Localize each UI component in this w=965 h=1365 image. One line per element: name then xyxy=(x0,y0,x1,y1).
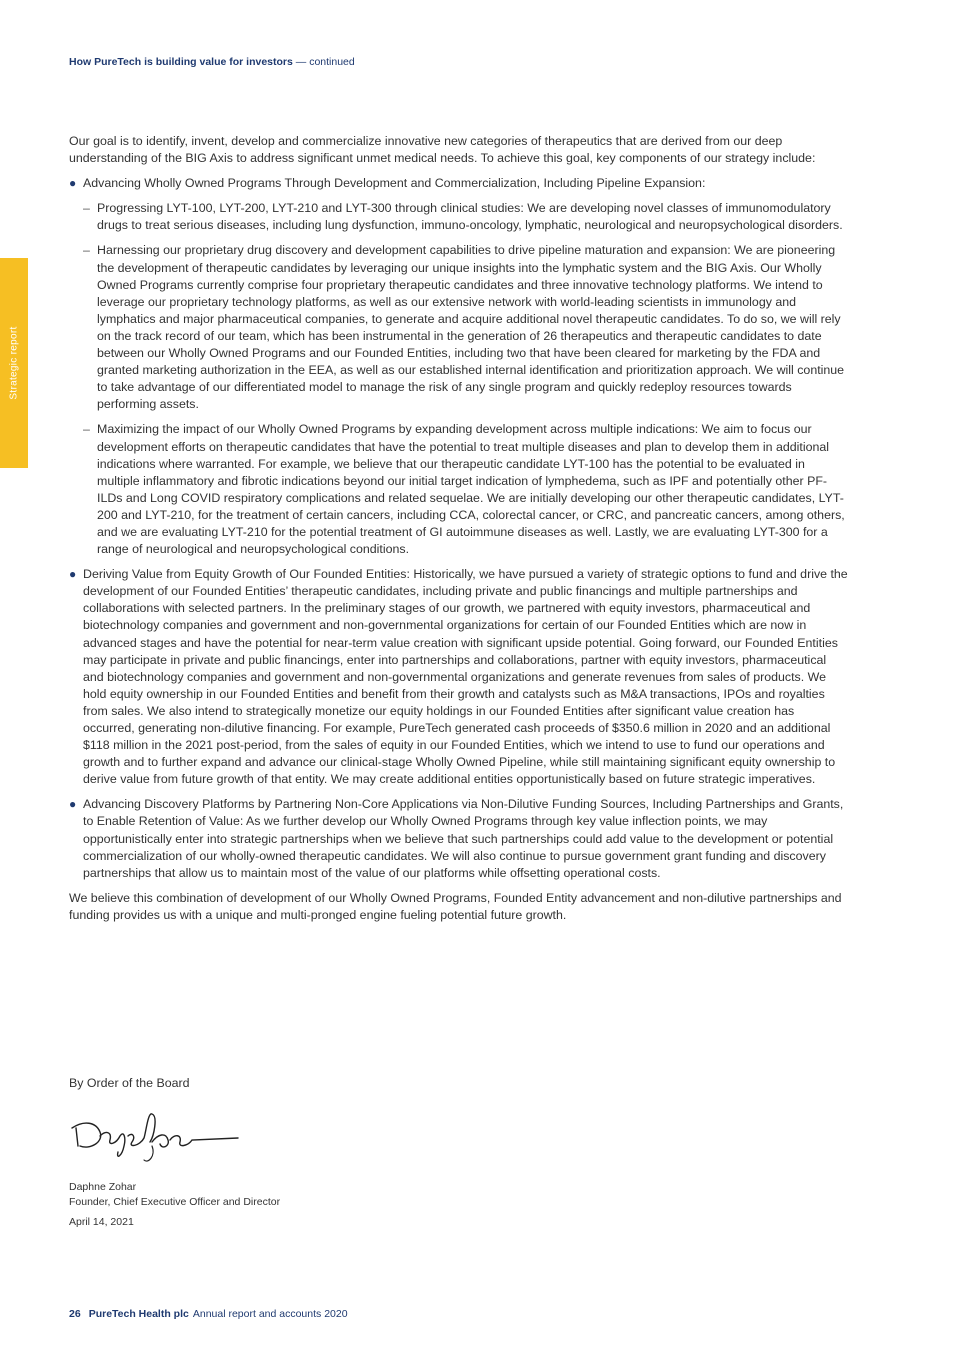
section-side-tab[interactable] xyxy=(0,258,28,468)
strategy-sub-item-text: Progressing LYT-100, LYT-200, LYT-210 and LYT-300 through clinical studies: We are developing novel classes of immunomodulatory drugs to treat serious diseases, including lung dysfunction, immuno-oncology, lymphatic, neurological and neuropsychological disorders. xyxy=(97,201,843,233)
strategy-sub-item-text: Maximizing the impact of our Wholly Owned Programs by expanding development across multiple indications: We aim to focus our development efforts on therapeutic candidates that have the potential to treat multiple diseases and plan to develop them in additional indications where warranted. For example, we believe that our therapeutic candidate LYT-100 has the potential to be evaluated in multiple inflammatory and fibrotic indications beyond our initial target indication of lymphedema, such as IPF and potentially other PF-ILDs and Long COVID respiratory complications and related sequelae. We are initially developing our other therapeutic candidates, LYT-200 and LYT-210, for the treatment of certain cancers, including CCA, colorectal cancer, or CRC, and pancreatic cancers, among others, and we are evaluating LYT-210 for the potential treatment of GI autoimmune diseases as well. Lastly, we are evaluating LYT-300 for a range of neurological and neuropsychological conditions. xyxy=(97,422,845,557)
strategy-item-text: Advancing Wholly Owned Programs Through Development and Commercialization, Including Pipeline Expansion: xyxy=(83,176,706,191)
strategy-sub-list xyxy=(83,200,849,558)
dash-icon: – xyxy=(83,422,90,437)
body-content xyxy=(69,133,849,932)
strategy-sub-item xyxy=(83,242,849,413)
strategy-item xyxy=(69,175,849,558)
section-side-tab-label: Strategic report xyxy=(8,326,20,400)
bullet-dot-icon: ● xyxy=(69,797,77,812)
dash-icon: – xyxy=(83,243,90,258)
signer-name: Daphne Zohar xyxy=(69,1181,137,1193)
footer-company: PureTech Health plc xyxy=(88,1308,189,1320)
page-number: 26 xyxy=(69,1308,81,1320)
running-header xyxy=(69,56,355,68)
strategy-item xyxy=(69,566,849,788)
header-title: How PureTech is building value for investors xyxy=(69,56,293,68)
footer-report: Annual report and accounts 2020 xyxy=(192,1308,348,1320)
dash-icon: – xyxy=(83,201,90,216)
signer-title: Founder, Chief Executive Officer and Director xyxy=(69,1196,281,1208)
strategy-item-text: Deriving Value from Equity Growth of Our Founded Entities: Historically, we have pursued a variety of strategic options to fund and drive the development of our Founded Entities’ therapeutic candidates, including private and public financings and multiple partnerships and collaborations with selected partners. In the preliminary stages of our growth, we partnered with equity investors, pharmaceutical and biotechnology companies and government and non-governmental organizations for certain of our Founded Entities which are now in advanced stages and have the potential for near-term value creation with significant upside potential. Going forward, our Founded Entities may participate in private and public financings, enter into partnerships and collaborations, partner with equity investors, pharmaceutical and biotechnology companies and government and non-governmental organizations and generate revenues from sales of products. We hold equity ownership in our Founded Entities and benefit from their growth and catalysts such as M&A transactions, IPOs and royalties from sales. We also intend to strategically monetize our equity holdings in our Founded Entities after significant value creation has occurred, generating non-dilutive financing. For example, PureTech generated cash proceeds of $350.6 million in 2020 and an additional $118 million in the 2021 post-period, from the sales of equity in our Founded Entities, which we intend to use to fund our operations and growth and to further expand and advance our clinical-stage Wholly Owned Pipeline, while still maintaining significant equity ownership to derive value from future growth of that entity. We may create additional entities opportunistically based on future strategic imperatives. xyxy=(83,567,848,787)
signature-date: April 14, 2021 xyxy=(69,1216,134,1228)
page-footer xyxy=(69,1308,348,1320)
strategy-item-text: Advancing Discovery Platforms by Partnering Non-Core Applications via Non-Dilutive Funding Sources, Including Partnerships and Grants, to Enable Retention of Value: As we further develop our Wholly Owned Programs through key value inflection points, we may opportunistically enter into strategic partnerships when we believe that such partnerships could add value to the development or potential commercialization of our wholly-owned therapeutic candidates. We will also continue to pursue government grant funding and discovery partnerships that allow us to maintain most of the value of our platforms while offsetting operational costs. xyxy=(83,797,844,880)
strategy-sub-item-text: Harnessing our proprietary drug discovery and development capabilities to drive pipeline maturation and expansion: We are pioneering the development of therapeutic candidates by leveraging our unique insights into the lymphatic system and the BIG Axis. Our Wholly Owned Programs currently comprise four proprietary therapeutic candidates and three innovative technology platforms. We intend to leverage our proprietary technology platforms, as well as our extensive network with world-leading scientists in immunology and lymphatics and major pharmaceutical companies, to generate and acquire additional novel therapeutic candidates. To do so, we will rely on the track record of our team, which has been instrumental in the generation of 26 therapeutics and therapeutic candidates to date between our Wholly Owned Programs and our Founded Entities, including two that have been cleared for marketing by the FDA and granted marketing authorization in the EEA, as well as our established internal identification and prioritization approach. We will continue to take advantage of our differentiated model to manage the risk of any single program and quickly redeploy resources towards performing assets. xyxy=(97,243,845,412)
signer-block xyxy=(69,1180,280,1210)
header-suffix: — continued xyxy=(292,56,355,68)
strategy-sub-item xyxy=(83,200,849,234)
board-line: By Order of the Board xyxy=(69,1076,190,1090)
intro-paragraph: Our goal is to identify, invent, develop and commercialize innovative new categories of therapeutics that are derived from our deep understanding of the BIG Axis to address significant unmet medical needs. To achieve this goal, key components of our strategy include: xyxy=(69,134,816,166)
strategy-sub-item xyxy=(83,421,849,558)
signature-image xyxy=(66,1106,241,1170)
strategy-list xyxy=(69,175,849,882)
bullet-dot-icon: ● xyxy=(69,567,77,582)
strategy-item xyxy=(69,796,849,881)
bullet-dot-icon: ● xyxy=(69,176,77,191)
closing-paragraph: We believe this combination of development of our Wholly Owned Programs, Founded Entity advancement and non-dilutive partnerships and funding provides us with a unique and multi-pronged engine fueling potential future growth. xyxy=(69,890,842,922)
